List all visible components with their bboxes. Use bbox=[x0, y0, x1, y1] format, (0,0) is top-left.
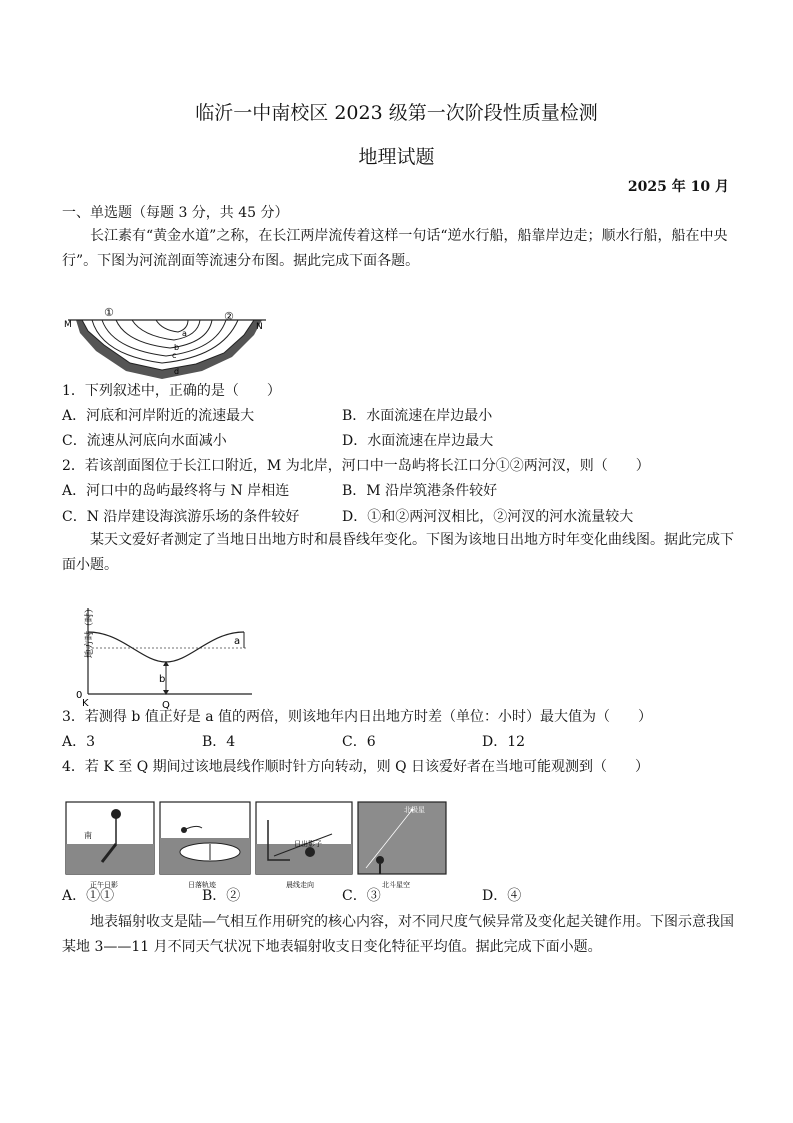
q2-option-a: A．河口中的岛屿最终将与 N 岸相连 bbox=[62, 483, 290, 499]
marker-2: ② bbox=[224, 310, 234, 323]
panel-sunset-path bbox=[160, 802, 250, 889]
q2-option-b: B．M 沿岸筑港条件较好 bbox=[342, 483, 498, 499]
q1-option-b: B．水面流速在岸边最小 bbox=[342, 408, 493, 424]
k-label: K bbox=[82, 698, 89, 709]
panel3-caption: 晨线走向 bbox=[286, 881, 314, 889]
q4-option-c: C．③ bbox=[342, 888, 381, 904]
y-axis-label: 地方时（时） bbox=[85, 603, 95, 658]
q2-option-d: D．①和②两河汊相比，②河汊的河水流量较大 bbox=[342, 509, 634, 525]
passage-1: 长江素有“黄金水道”之称，在长江两岸流传着这样一句话“逆水行船，船靠岸边走；顺水行船，船在中央行”。下图为河流剖面等流速分布图。据此完成下面各题。 bbox=[62, 228, 728, 269]
label-n: N bbox=[256, 322, 263, 332]
q3-option-b: B．4 bbox=[202, 734, 236, 750]
page-title: 临沂一中南校区 2023 级第一次阶段性质量检测 bbox=[195, 102, 598, 124]
page-subtitle: 地理试题 bbox=[358, 146, 435, 168]
q1-stem: 1．下列叙述中，正确的是（ ） bbox=[62, 383, 281, 399]
q2-stem: 2．若该剖面图位于长江口附近，M 为北岸，河口中一岛屿将长江口分①②两河汊，则（ ） bbox=[62, 458, 650, 474]
panel4-tag: 北极星 bbox=[404, 806, 425, 814]
contour-label-c: c bbox=[172, 351, 177, 360]
marker-1: ① bbox=[104, 306, 114, 319]
origin-label: 0 bbox=[76, 690, 83, 701]
q1-option-d: D．水面流速在岸边最大 bbox=[342, 433, 494, 449]
q2-option-c: C．N 沿岸建设海滨游乐场的条件较好 bbox=[62, 509, 300, 525]
exam-date: 2025 年 10 月 bbox=[627, 179, 729, 195]
passage-2: 某天文爱好者测定了当地日出地方时和晨昏线年变化。下图为该地日出地方时年变化曲线图。据此完成下面小题。 bbox=[62, 532, 734, 573]
panel-noon-shadow bbox=[66, 802, 154, 889]
panel4-caption: 北斗星空 bbox=[382, 881, 410, 889]
q3-stem: 3．若测得 b 值正好是 a 值的两倍，则该地年内日出地方时差（单位：小时）最大值为（ ） bbox=[62, 709, 653, 725]
q-label: Q bbox=[162, 700, 170, 711]
panel2-caption: 日落轨迹 bbox=[188, 881, 216, 889]
q4-stem: 4．若 K 至 Q 期间过该地晨线作顺时针方向转动，则 Q 日该爱好者在当地可能观测到（ ） bbox=[62, 759, 650, 775]
q1-option-c: C．流速从河底向水面减小 bbox=[62, 433, 227, 449]
contour-label-a: a bbox=[182, 329, 187, 338]
sunrise-time-figure bbox=[62, 600, 262, 710]
q4-option-b: B．② bbox=[202, 888, 241, 904]
q3-option-a: A．3 bbox=[62, 734, 96, 750]
panel-north-sky bbox=[358, 802, 446, 889]
a-label: a bbox=[234, 636, 241, 647]
q4-option-a: A．①① bbox=[62, 888, 115, 904]
q4-panels bbox=[62, 800, 452, 889]
q3-option-c: C．6 bbox=[342, 734, 376, 750]
section-heading: 一、单选题（每题 3 分，共 45 分） bbox=[62, 205, 289, 221]
panel1-tag: 南 bbox=[84, 831, 92, 840]
panel1-caption: 正午日影 bbox=[90, 881, 118, 889]
panel3-tag: 日出影子 bbox=[294, 840, 322, 848]
passage-3: 地表辐射收支是陆—气相互作用研究的核心内容，对不同尺度气候异常及变化起关键作用。下图示意我国某地 3——11 月不同天气状况下地表辐射收支日变化特征平均值。据此完成下面小题。 bbox=[62, 914, 734, 955]
q3-option-d: D．12 bbox=[482, 734, 526, 750]
contour-label-d: d bbox=[174, 367, 180, 376]
q4-option-d: D．④ bbox=[482, 888, 522, 904]
river-profile-figure bbox=[62, 305, 272, 387]
label-m: M bbox=[64, 320, 72, 330]
panel-dawn-line bbox=[256, 802, 352, 889]
q1-option-a: A．河底和河岸附近的流速最大 bbox=[62, 408, 255, 424]
b-label: b bbox=[159, 674, 166, 685]
contour-label-b: b bbox=[174, 343, 180, 352]
